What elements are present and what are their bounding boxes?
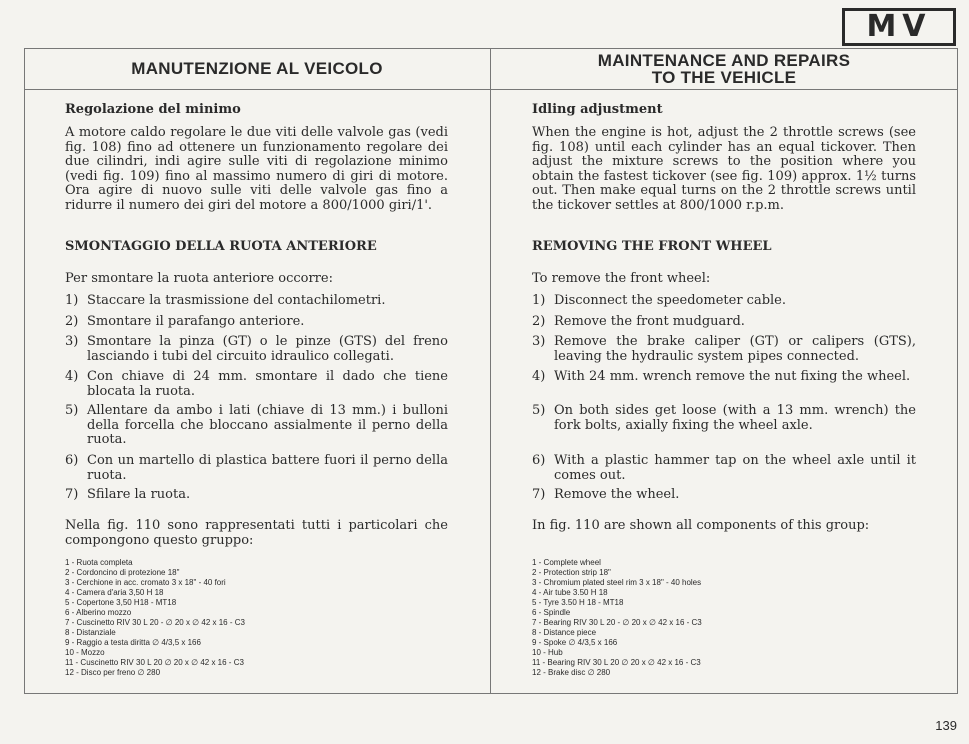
step-number: 4) — [532, 369, 546, 384]
step-text: Staccare la trasmissione del contachilometri. — [87, 293, 386, 308]
parts-list-item: 3 - Chromium plated steel rim 3 x 18" - 40 holes — [532, 578, 702, 587]
step-item — [532, 315, 916, 330]
step-item — [65, 370, 448, 399]
parts-list-item: 12 - Disco per freno ∅ 280 — [65, 668, 161, 677]
step-text: With 24 mm. wrench remove the nut fixing the wheel. — [554, 369, 911, 384]
wheel-intro: Per smontare la ruota anteriore occorre: — [65, 271, 333, 286]
headline-english-line-2: TO THE VEHICLE — [651, 67, 797, 87]
step-item — [532, 294, 916, 309]
step-item — [65, 294, 448, 309]
parts-list-item: 12 - Brake disc ∅ 280 — [532, 668, 611, 677]
step-item — [65, 315, 448, 330]
step-number: 7) — [65, 487, 79, 502]
mv-logo: MV — [842, 8, 956, 46]
step-number: 5) — [532, 403, 546, 418]
step-text: With a plastic hammer tap on the wheel axle until it comes out. — [554, 453, 916, 483]
step-number: 5) — [65, 403, 79, 418]
parts-list-item: 2 - Cordoncino di protezione 18" — [65, 568, 180, 577]
step-item — [65, 454, 448, 483]
step-number: 7) — [532, 487, 546, 502]
step-text: Sfilare la ruota. — [87, 487, 191, 502]
step-item — [65, 488, 448, 503]
wheel-intro: To remove the front wheel: — [532, 271, 711, 286]
parts-list-item: 5 - Tyre 3.50 H 18 - MT18 — [532, 598, 624, 607]
parts-list-item: 2 - Protection strip 18" — [532, 568, 611, 577]
idle-title: Idling adjustment — [532, 102, 663, 117]
idle-title: Regolazione del minimo — [65, 102, 241, 117]
parts-list-item: 4 - Camera d'aria 3,50 H 18 — [65, 588, 164, 597]
step-number: 6) — [65, 453, 79, 468]
step-text: Smontare il parafango anteriore. — [87, 314, 305, 329]
parts-list-item: 10 - Hub — [532, 648, 563, 657]
step-number: 2) — [532, 314, 546, 329]
step-item — [65, 335, 448, 364]
headline-english-line-1: MAINTENANCE AND REPAIRS — [597, 50, 851, 70]
step-number: 3) — [65, 334, 79, 349]
figure-intro: In fig. 110 are shown all components of this group: — [532, 518, 870, 533]
step-text: Remove the front mudguard. — [554, 314, 745, 329]
parts-list-item: 8 - Distance piece — [532, 628, 597, 637]
wheel-title: REMOVING THE FRONT WHEEL — [532, 239, 772, 254]
parts-list-item: 7 - Cuscinetto RIV 30 L 20 - ∅ 20 x ∅ 42 x 16 - C3 — [65, 618, 245, 627]
headline-english — [490, 48, 958, 90]
step-number: 3) — [532, 334, 546, 349]
step-text: Con chiave di 24 mm. smontare il dado che tiene blocata la ruota. — [87, 369, 448, 399]
step-number: 1) — [532, 293, 546, 308]
step-text: Remove the wheel. — [554, 487, 680, 502]
step-item — [532, 404, 916, 433]
step-item — [532, 335, 916, 364]
step-number: 4) — [65, 369, 79, 384]
parts-list-item: 11 - Bearing RIV 30 L 20 ∅ 20 x ∅ 42 x 16 - C3 — [532, 658, 701, 667]
step-text: Allentare da ambo i lati (chiave di 13 mm.) i bulloni della forcella che bloccano assialmente il perno della ruota. — [87, 403, 448, 447]
parts-list-item: 9 - Raggio a testa diritta ∅ 4/3,5 x 166 — [65, 638, 201, 647]
wheel-title: SMONTAGGIO DELLA RUOTA ANTERIORE — [65, 239, 377, 254]
parts-list-item: 1 - Ruota completa — [65, 558, 133, 567]
step-text: Con un martello di plastica battere fuori il perno della ruota. — [87, 453, 448, 483]
parts-list-item: 11 - Cuscinetto RIV 30 L 20 ∅ 20 x ∅ 42 x 16 - C3 — [65, 658, 244, 667]
parts-list-item: 9 - Spoke ∅ 4/3,5 x 166 — [532, 638, 618, 647]
step-text: Remove the brake caliper (GT) or calipers (GTS), leaving the hydraulic system pipes connected. — [554, 334, 916, 364]
figure-intro: Nella fig. 110 sono rappresentati tutti i particolari che compongono questo gruppo: — [65, 518, 448, 548]
parts-list — [65, 558, 448, 678]
step-number: 2) — [65, 314, 79, 329]
step-number: 1) — [65, 293, 79, 308]
column-divider — [490, 48, 491, 694]
parts-list-item: 5 - Copertone 3,50 H18 - MT18 — [65, 598, 177, 607]
parts-list-item: 7 - Bearing RIV 30 L 20 - ∅ 20 x ∅ 42 x 16 - C3 — [532, 618, 702, 627]
step-number: 6) — [532, 453, 546, 468]
step-item — [532, 370, 916, 385]
step-item — [65, 404, 448, 448]
step-item — [532, 454, 916, 483]
parts-list-item: 4 - Air tube 3.50 H 18 — [532, 588, 608, 597]
parts-list-item: 6 - Alberino mozzo — [65, 608, 132, 617]
step-text: Smontare la pinza (GT) o le pinze (GTS) del freno lasciando i tubi del circuito idraulico collegati. — [87, 334, 448, 364]
step-text: Disconnect the speedometer cable. — [554, 293, 787, 308]
headline-italian: MANUTENZIONE AL VEICOLO — [24, 48, 490, 90]
parts-list-item: 1 - Complete wheel — [532, 558, 601, 567]
parts-list-item: 3 - Cerchione in acc. cromato 3 x 18" - 40 fori — [65, 578, 226, 587]
parts-list-item: 10 - Mozzo — [65, 648, 105, 657]
parts-list-item: 8 - Distanziale — [65, 628, 116, 637]
step-text: On both sides get loose (with a 13 mm. wrench) the fork bolts, axially fixing the wheel axle. — [554, 403, 916, 433]
idle-text: A motore caldo regolare le due viti delle valvole gas (vedi fig. 108) fino ad ottenere un funzionamento regolare dei due cilindri, indi agire sulle viti di regolazione minimo (vedi fig. 109) fino al massimo numero di giri di motore. Ora agire di nuovo sulle viti delle valvole gas fino a ridurre il numero dei giri del motore a 800/1000 giri/1'. — [65, 125, 448, 213]
page-number: 139 — [935, 718, 957, 733]
step-item — [532, 488, 916, 503]
idle-text: When the engine is hot, adjust the 2 throttle screws (see fig. 108) until each cylinder has an equal tickover. Then adjust the mixture screws to the position where you obtain the fastest tickover (see fig. 109) approx. 1½ turns out. Then make equal turns on the 2 throttle screws until the tickover settles at 800/1000 r.p.m. — [532, 125, 916, 213]
parts-list — [532, 558, 916, 678]
parts-list-item: 6 - Spindle — [532, 608, 571, 617]
